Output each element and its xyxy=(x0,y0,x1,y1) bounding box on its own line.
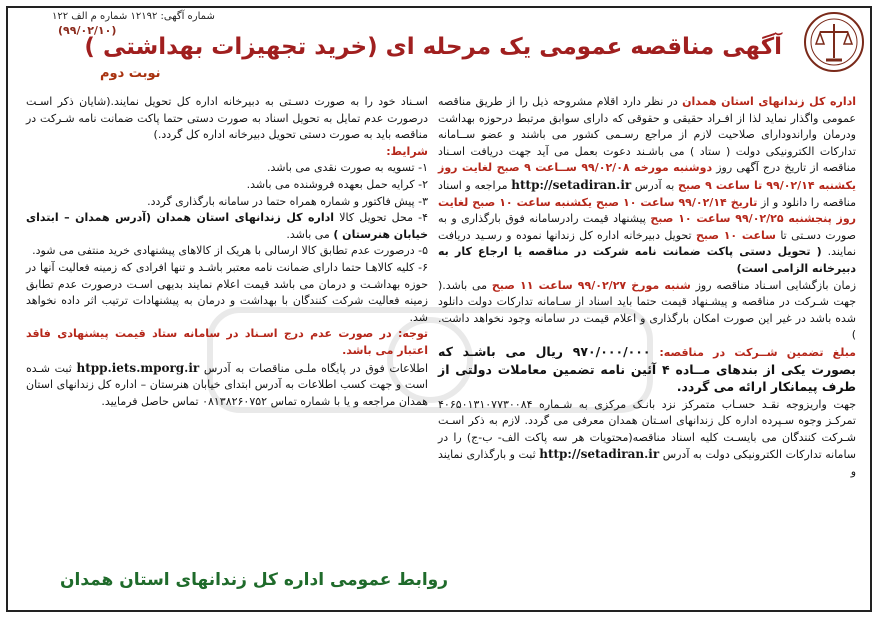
condition-4-suffix: می باشد. xyxy=(286,227,330,241)
download-instruction: مراجعه و اسناد مناقصه را دانلود و از xyxy=(438,178,857,209)
conditions-list xyxy=(26,160,428,326)
left-column xyxy=(26,94,428,410)
condition-4-prefix: ۴- محل تحویل کالا xyxy=(339,211,429,225)
address-prefix: به آدرس xyxy=(634,178,675,192)
public-relations-signature: روابط عمومی اداره کل زندانهای استان همدان xyxy=(60,570,449,590)
deposit-text: جهت واریزوجه نقـد حسـاب متمرکز نزد بانـک مرکزی به شـماره ۴۰۶۵۰۱۳۱۰۷۷۳۰۰۸۴ تمرکـز وجوه سـپرده اداره کل زندانهای اسـتان همدان معرفی می گردد. لازم به ذکر اسـت شـرکت کنندگان می بایسـت کلیه اسناد مناقصه(محتویات هر سه پاکت الف- ب-ج) را در سامانه تدارکات الکترونیکی دولت به آدرس xyxy=(438,397,857,462)
manual-delivery-time: ساعت ۱۰ صبح xyxy=(695,228,776,242)
bid-upload-text: پیشنهاد قیمت رادرسامانه فوق بارگذاری و به صورت دسـتی تا xyxy=(438,212,856,242)
condition-item: ۶- کلیه کالاهـا حتما دارای ضمانت نامه معتبر باشـد و تنها افرادی که زمینه فعالیت آنها در حوزه بهداشـت و درمان می باشد قیمت اعلام نمایند بدیهی اسـت درصورت عدم تطابق زمینه فعالیت شرکت کنندگان با بهداشت و درمان به پیشنهادات ترتیب اثر داده نخواهد شد. xyxy=(26,260,428,324)
setad-link[interactable]: http://setadiran.ir xyxy=(511,177,632,192)
condition-item: ۵- درصورت عدم تطابق کالا ارسالی با هریک از کالاهای پیشنهادی خرید منتفی می شود. xyxy=(32,244,428,258)
condition-item: ۱- تسویه به صورت نقدی می باشد. xyxy=(266,161,428,175)
invitation-text: در نظر دارد اقلام مشروحه ذیل را از طریق مناقصه عمومی واگذار نماید لذا از افـراد حقیقی و حقوقی که دارای سوابق مرتبط درحوزه بهداشت ودرمان واراندودارای صلاحیت لازم از مراجع رسـمی کشور می باشند و عضو ســامانه تدارکات الکترونیکی دولت ( ستاد ) می باشـند دعوت بعمل می آید جهت دریافت اسـناد مناقصه از تاریخ درج آگهی روز xyxy=(438,95,856,175)
page-title: آگهی مناقصه عمومی یک مرحله ای (خرید تجهیزات بهداشتی ) xyxy=(84,34,782,60)
info-paragraph xyxy=(26,360,428,411)
organization-name: اداره کل زندانهای استان همدان xyxy=(682,95,857,108)
right-column xyxy=(438,94,856,481)
attention-note: توجه: در صورت عدم درج اسـناد در سامانه ستاد قیمت پیشنهادی فاقد اعتبار می باشد. xyxy=(26,327,428,357)
bid-submission-dates: تاریخ ۹۹/۰۲/۱۴ ساعت ۱۰ صبح یکشنبه ساعت ۱۰ صبح لغایت روز پنجشنبه ۹۹/۰۲/۲۵ ساعت ۱۰ صبح xyxy=(438,195,856,226)
opening-text: زمان بازگشایی اسـناد مناقصه روز xyxy=(695,278,857,292)
deposit-text-end: ثبت و بارگذاری نمایند و xyxy=(438,448,856,479)
receipt-text: تحویل دبیرخانه اداره کل زندانها نموده و رسـید دریافت نمایند. xyxy=(438,228,857,259)
condition-item xyxy=(26,210,428,243)
document-download-dates: دوشنبه مورخه ۹۹/۰۲/۰۸ ســاعت ۹ صبح لغایت روز یکشنبه ۹۹/۰۲/۱۴ تا ساعت ۹ صبح xyxy=(438,161,856,192)
ad-date: (۹۹/۰۲/۱۰) xyxy=(58,24,117,37)
conditions-title: شرایط: xyxy=(386,144,428,158)
opening-date: شنبه مورخ ۹۹/۰۲/۲۷ ساعت ۱۱ صبح xyxy=(491,278,691,292)
delivery-location: اداره کل زندانهای استان همدان (آدرس همدان – ابتدای خیابان هنرستان ) xyxy=(26,211,428,241)
guarantee-amount: ۹۷۰/۰۰۰/۰۰۰ ریال می باشـد که بصورت یکی از بندهای مــاده ۴ آئین نامه تضمین معاملات دولتی از طرف پیمانکار ارائه می گردد. xyxy=(438,343,856,395)
condition-item: ۳- پیش فاکتور و شماره همراه حتما در سامانه بارگذاری گردد. xyxy=(147,194,428,208)
condition-item: ۲- کرایه حمل بعهده فروشنده می باشد. xyxy=(246,177,428,191)
publication-round: نوبت دوم xyxy=(100,66,161,81)
guarantee-delivery-note: ( تحویل دستی پاکت ضمانت نامه شرکت در مناقصه یا ارجاع کار به دبیرخانه الزامی است) xyxy=(438,245,856,275)
deposit-paragraph xyxy=(438,397,856,481)
guarantee-paragraph xyxy=(438,344,856,397)
opening-paragraph xyxy=(438,278,856,344)
delivery-paragraph: اسـناد خود را به صورت دسـتی به دبیرخانه اداره کل تحویل نمایند.(شایان ذکر اسـت درصورت عدم تمایل به تحویل اسناد به صورت دستی حتما پاکت ضمانت نامه شـرکت در مناقصه باید به صورت دستی تحویل دبیرخانه اداره کل گردد.) xyxy=(26,95,428,142)
opening-note: می باشد.( جهت شـرکت در مناقصه و پیشـنهاد قیمت حتما باید اسناد از سـامانه تدارکات دولت دانلود شده باشد در غیر این صورت امکان بارگذاری و اعلام قیمت در سامانه وجود نخواهد داشت. ) xyxy=(438,278,856,342)
contact-text: ثبت شـده است و جهت کسب اطلاعات به آدرس ابتدای خیابان هنرستان – اداره کل زندانهای استان همدان مراجعه و یا با شماره تماس ۰۸۱۳۸۲۶۰۷۵۲ تماس حاصل فرمایید. xyxy=(26,361,428,408)
info-text: اطلاعات فوق در پایگاه ملـی مناقصات به آدرس xyxy=(203,361,429,375)
judiciary-emblem-icon xyxy=(802,10,866,74)
invitation-paragraph xyxy=(438,94,856,278)
guarantee-label: مبلغ تضمین شــرکت در مناقصه: xyxy=(659,345,856,359)
ad-number: شماره آگهی: ۱۲۱۹۲ شماره م الف ۱۲۲ xyxy=(52,11,215,22)
setad-link-2[interactable]: http://setadiran.ir xyxy=(539,447,660,462)
iets-link[interactable]: htpp.iets.mporg.ir xyxy=(76,360,200,375)
